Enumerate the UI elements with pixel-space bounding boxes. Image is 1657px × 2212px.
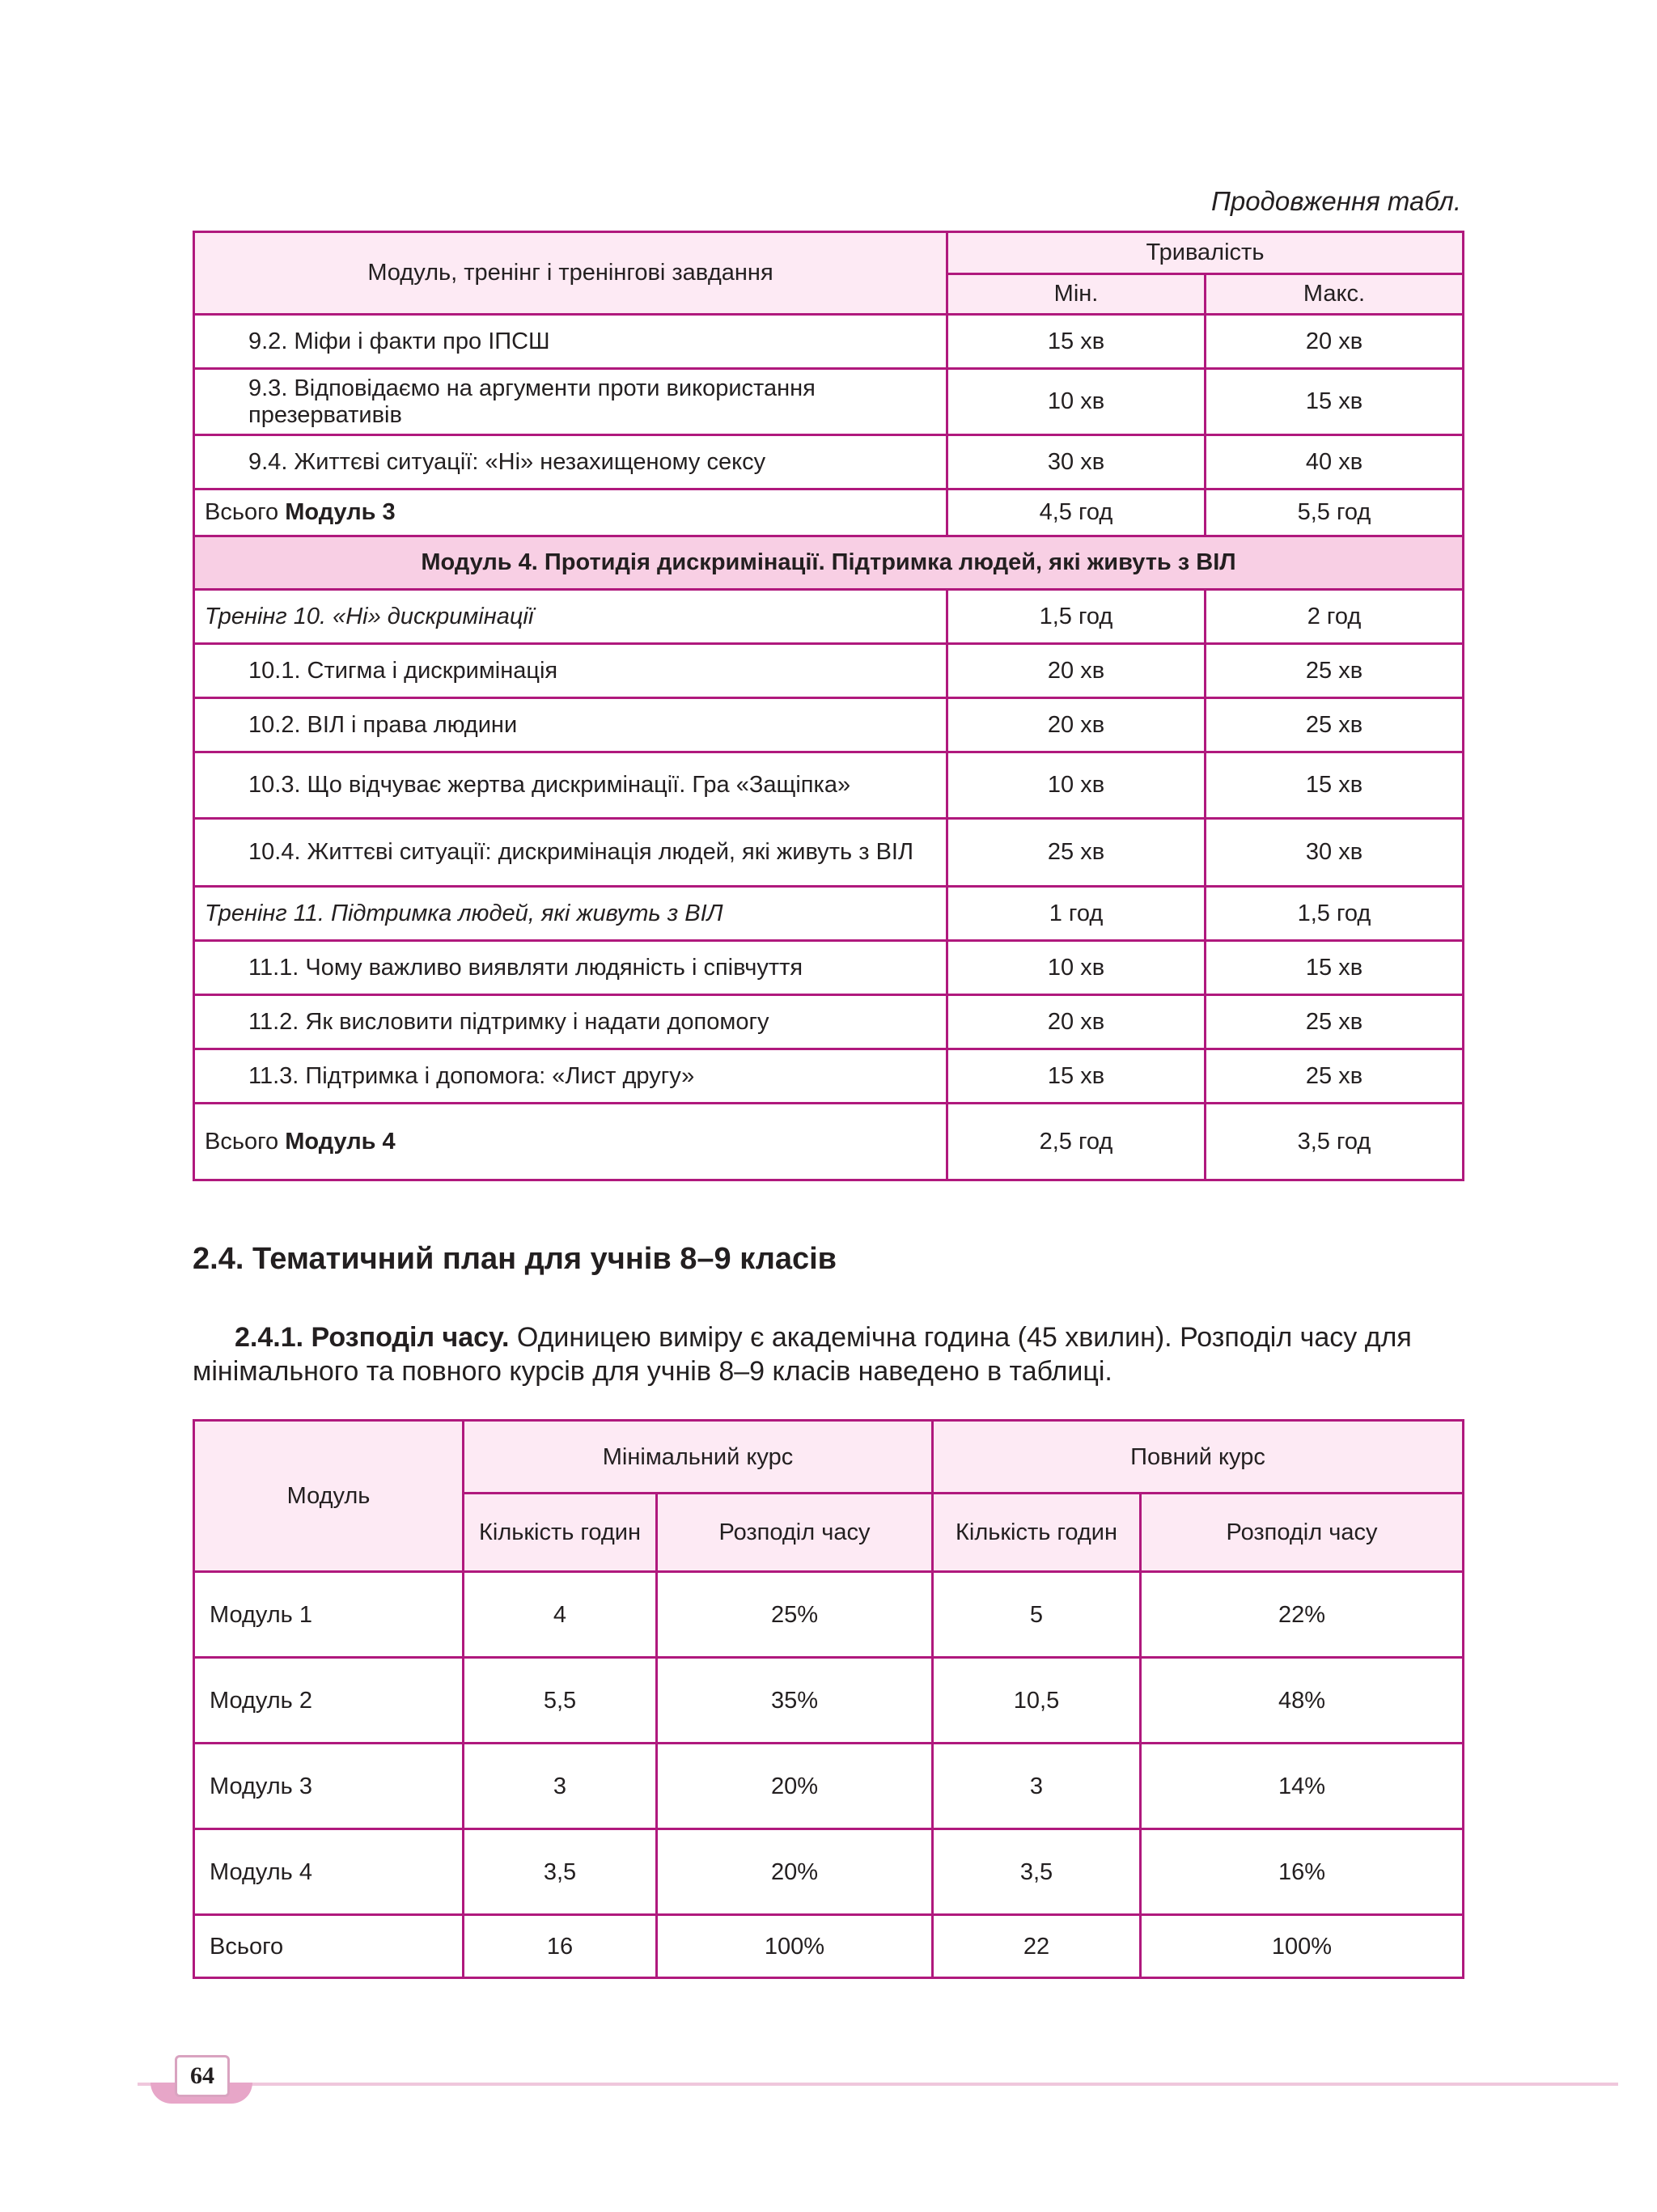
- row-min: 20 хв: [947, 644, 1206, 698]
- row-label: 10.2. ВІЛ і права людини: [194, 698, 947, 752]
- cell-full-pct: 14%: [1141, 1744, 1464, 1829]
- cell-full-hours: 22: [933, 1915, 1141, 1978]
- row-max: 15 хв: [1206, 941, 1464, 995]
- table-row: [194, 435, 1464, 489]
- row-label: 10.3. Що відчуває жертва дискримінації. Гра «Защіпка»: [194, 752, 947, 819]
- module-title-row: [194, 536, 1464, 590]
- row-min: 10 хв: [947, 752, 1206, 819]
- row-min: 15 хв: [947, 1049, 1206, 1104]
- cell-module: Модуль 4: [194, 1829, 464, 1915]
- cell-full-hours: 3: [933, 1744, 1141, 1829]
- row-label: 9.3. Відповідаємо на аргументи проти використання презервативів: [194, 369, 947, 435]
- row-min: 2,5 год: [947, 1104, 1206, 1180]
- cell-min-pct: 20%: [657, 1744, 933, 1829]
- col-header-min: Мін.: [947, 274, 1206, 315]
- row-max: 1,5 год: [1206, 887, 1464, 941]
- row-label: 11.2. Як висловити підтримку і надати допомогу: [194, 995, 947, 1049]
- row-max: 30 хв: [1206, 819, 1464, 887]
- cell-min-hours: 4: [464, 1572, 657, 1658]
- row-max: 25 хв: [1206, 995, 1464, 1049]
- row-min: 25 хв: [947, 819, 1206, 887]
- section-heading: 2.4. Тематичний план для учнів 8–9 класів: [193, 1242, 837, 1276]
- cell-min-pct: 100%: [657, 1915, 933, 1978]
- row-label: 10.4. Життєві ситуації: дискримінація людей, які живуть з ВІЛ: [194, 819, 947, 887]
- page-number: 64: [175, 2055, 230, 2097]
- table-row: [194, 1658, 1464, 1744]
- col-header-full-hours: Кількість годин: [933, 1494, 1141, 1572]
- total-prefix: Всього: [205, 1128, 279, 1155]
- cell-min-hours: 3,5: [464, 1829, 657, 1915]
- row-max: 15 хв: [1206, 752, 1464, 819]
- row-label: Тренінг 10. «Ні» дискримінації: [194, 590, 947, 644]
- row-max: 15 хв: [1206, 369, 1464, 435]
- row-max: 25 хв: [1206, 1049, 1464, 1104]
- table-row-total: [194, 489, 1464, 536]
- row-label: 10.1. Стигма і дискримінація: [194, 644, 947, 698]
- row-min: 1,5 год: [947, 590, 1206, 644]
- col-header-full-distribution: Розподіл часу: [1141, 1494, 1464, 1572]
- row-max: 40 хв: [1206, 435, 1464, 489]
- col-header-duration: Тривалість: [947, 232, 1464, 274]
- row-min: 15 хв: [947, 315, 1206, 369]
- cell-full-hours: 5: [933, 1572, 1141, 1658]
- row-max: 20 хв: [1206, 315, 1464, 369]
- table-row: [194, 995, 1464, 1049]
- row-label: 11.3. Підтримка і допомога: «Лист другу»: [194, 1049, 947, 1104]
- cell-min-hours: 3: [464, 1744, 657, 1829]
- col-header-full-course: Повний курс: [933, 1421, 1464, 1494]
- col-header-name: Модуль, тренінг і тренінгові завдання: [194, 232, 947, 315]
- cell-module: Модуль 2: [194, 1658, 464, 1744]
- paragraph-text: Одиницею виміру є академічна година (45 хвилин). Розподіл часу для мінімального та повного курсів для учнів 8–9 класів наведено в таблиці.: [193, 1322, 1412, 1387]
- table-row: [194, 941, 1464, 995]
- col-header-min-course: Мінімальний курс: [464, 1421, 933, 1494]
- row-min: 10 хв: [947, 941, 1206, 995]
- cell-full-pct: 22%: [1141, 1572, 1464, 1658]
- row-max: 25 хв: [1206, 644, 1464, 698]
- row-max: 2 год: [1206, 590, 1464, 644]
- cell-full-hours: 3,5: [933, 1829, 1141, 1915]
- col-header-module: Модуль: [194, 1421, 464, 1572]
- cell-module: Модуль 1: [194, 1572, 464, 1658]
- row-label: Тренінг 11. Підтримка людей, які живуть з ВІЛ: [194, 887, 947, 941]
- col-header-min-hours: Кількість годин: [464, 1494, 657, 1572]
- row-label: 9.4. Життєві ситуації: «Ні» незахищеному сексу: [194, 435, 947, 489]
- table-row: [194, 698, 1464, 752]
- row-label: [194, 489, 947, 536]
- table-row: [194, 1572, 1464, 1658]
- cell-min-hours: 5,5: [464, 1658, 657, 1744]
- row-min: 1 год: [947, 887, 1206, 941]
- row-min: 10 хв: [947, 369, 1206, 435]
- cell-min-pct: 35%: [657, 1658, 933, 1744]
- cell-min-pct: 20%: [657, 1829, 933, 1915]
- row-max: 5,5 год: [1206, 489, 1464, 536]
- cell-full-pct: 16%: [1141, 1829, 1464, 1915]
- table-row: [194, 590, 1464, 644]
- col-header-max: Макс.: [1206, 274, 1464, 315]
- table-row: [194, 887, 1464, 941]
- table-row: [194, 819, 1464, 887]
- subheading: 2.4.1. Розподіл часу.: [235, 1322, 510, 1353]
- section-paragraph: [193, 1320, 1468, 1388]
- table-row: [194, 315, 1464, 369]
- cell-min-pct: 25%: [657, 1572, 933, 1658]
- table-row-total: [194, 1915, 1464, 1978]
- total-module: Модуль 3: [285, 499, 396, 525]
- total-prefix: Всього: [205, 499, 279, 525]
- table-row: [194, 1744, 1464, 1829]
- table-row: [194, 1049, 1464, 1104]
- row-label: 11.1. Чому важливо виявляти людяність і співчуття: [194, 941, 947, 995]
- row-min: 20 хв: [947, 698, 1206, 752]
- module-title: Модуль 4. Протидія дискримінації. Підтримка людей, які живуть з ВІЛ: [194, 536, 1464, 590]
- table-row: [194, 752, 1464, 819]
- cell-full-pct: 48%: [1141, 1658, 1464, 1744]
- row-min: 20 хв: [947, 995, 1206, 1049]
- cell-min-hours: 16: [464, 1915, 657, 1978]
- footer-divider: [138, 2083, 1618, 2086]
- row-max: 25 хв: [1206, 698, 1464, 752]
- cell-module: Модуль 3: [194, 1744, 464, 1829]
- table-row: [194, 644, 1464, 698]
- continuation-note: Продовження табл.: [1211, 186, 1461, 216]
- row-label: 9.2. Міфи і факти про ІПСШ: [194, 315, 947, 369]
- time-distribution-table: [193, 1419, 1464, 1979]
- row-min: 30 хв: [947, 435, 1206, 489]
- cell-full-pct: 100%: [1141, 1915, 1464, 1978]
- table-row-total: [194, 1104, 1464, 1180]
- row-max: 3,5 год: [1206, 1104, 1464, 1180]
- training-duration-table: [193, 231, 1464, 1181]
- col-header-min-distribution: Розподіл часу: [657, 1494, 933, 1572]
- row-min: 4,5 год: [947, 489, 1206, 536]
- table-row: [194, 1829, 1464, 1915]
- row-label: [194, 1104, 947, 1180]
- table-row: [194, 369, 1464, 435]
- cell-full-hours: 10,5: [933, 1658, 1141, 1744]
- total-module: Модуль 4: [285, 1128, 396, 1155]
- cell-module: Всього: [194, 1915, 464, 1978]
